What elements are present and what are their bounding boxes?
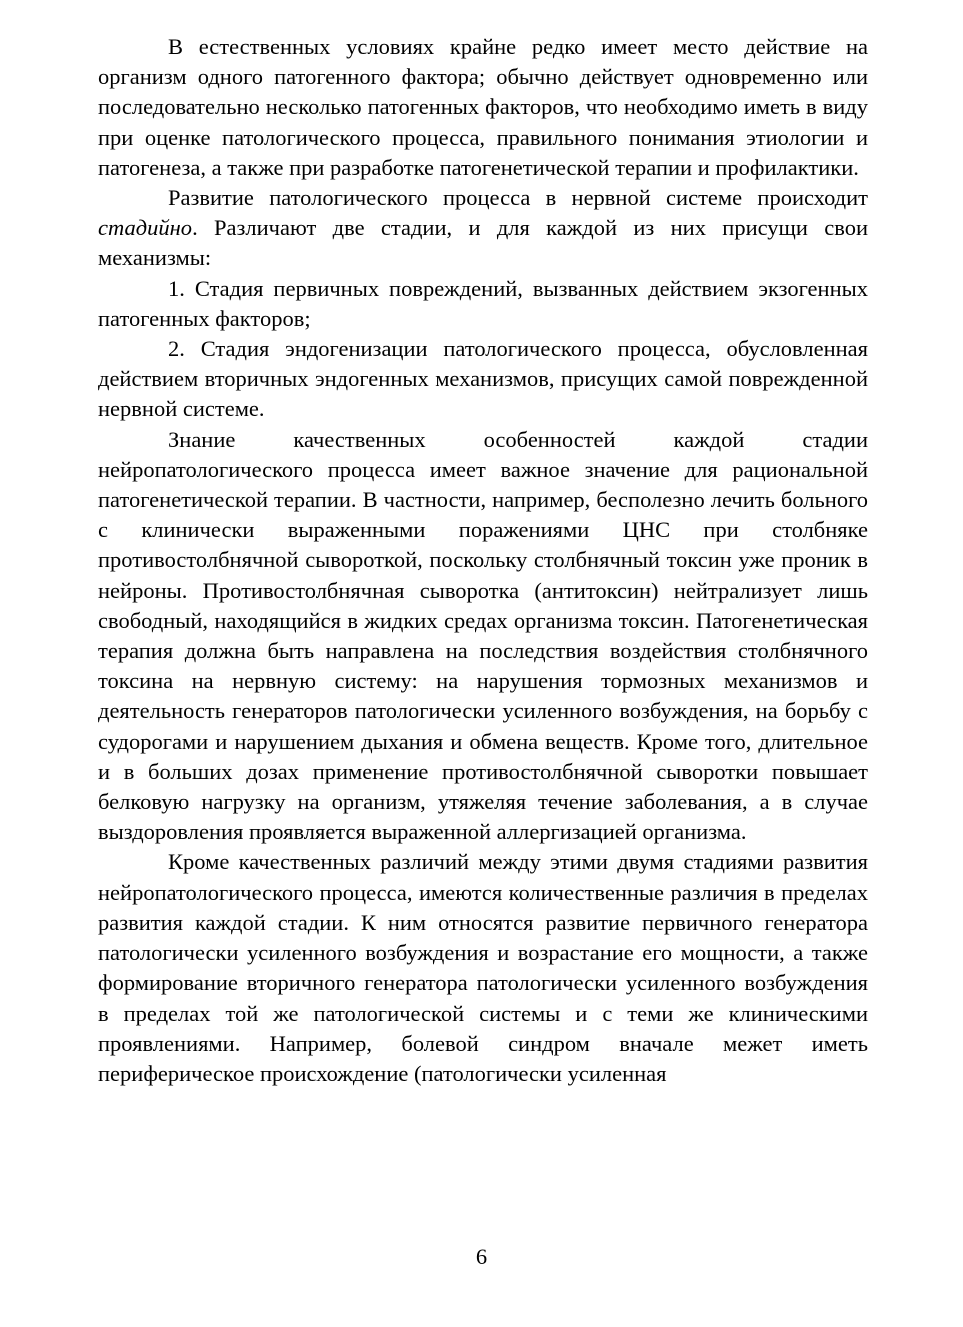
list-text-1: Стадия первичных повреждений, вызванных действием экзогенных патогенных факторов; — [98, 275, 868, 331]
list-text-2: Стадия эндогенизации патологического процесса, обусловленная действием вторичных эндогенных механизмов, присущих самой поврежденной нервной системе. — [98, 336, 869, 422]
paragraph-3: Знание качественных особенностей каждой стадии нейропатологического процесса имеет важное значение для рациональной патогенетической терапии. В частности, например, бесполезно лечить больного с клинически выраженными поражениями ЦНС при столбняке противостолбнячной сывороткой, поскольку столбнячный токсин уже проник в нейроны. Противостолбнячная сыворотка (антитоксин) нейтрализует лишь свободный, находящийся в жидких средах организма токсин. Патогенетическая терапия должна быть направлена на последствия воздействия столбнячного токсина на нервную систему: на нарушения тормозных механизмов и деятельность генераторов патологически усиленного возбуждения, на борьбу с судорогами и нарушением дыхания и обмена веществ. Кроме того, длительное и в больших дозах применение противостолбнячной сыворотки повышает белковую нагрузку на организм, утяжеляя течение заболевания, а в случае выздоровления проявляется выраженной аллергизацией организма. — [98, 426, 868, 845]
paragraph-4: Кроме качественных различий между этими двумя стадиями развития нейропатологического процесса, имеются количественные различия в пределах развития каждой стадии. К ним относятся развитие первичного генератора патологически усиленного возбуждения и возрастание его мощности, а также формирование вторичного генератора патологически усиленного возбуждения в пределах той же патологической системы и с теми же клиническими проявлениями. Например, болевой синдром вначале межет иметь периферическое происхождение (патологически усиленная — [98, 849, 868, 1086]
list-item-1 — [98, 274, 868, 334]
paragraph-1: В естественных условиях крайне редко имеет место действие на организм одного патогенного фактора; обычно действует одновременно или последовательно несколько патогенных факторов, что необходимо иметь в виду при оценке патологического процесса, правильного понимания этиологии и патогенеза, а также при разработке патогенетической терапии и профилактики. — [98, 34, 868, 180]
paragraph-2-before: Развитие патологического процесса в нервной системе происходит — [168, 185, 868, 211]
document-page — [98, 32, 868, 1089]
list-marker-2: 2. — [168, 336, 185, 362]
paragraph-2 — [98, 183, 868, 274]
list-item-2 — [98, 334, 868, 425]
paragraph-2-after: . Различают две стадии, и для каждой из них присущи свои механизмы: — [98, 215, 868, 271]
list-marker-1: 1. — [168, 275, 185, 301]
page-number: 6 — [475, 1244, 488, 1269]
paragraph-2-italic: стадийно — [98, 215, 193, 241]
